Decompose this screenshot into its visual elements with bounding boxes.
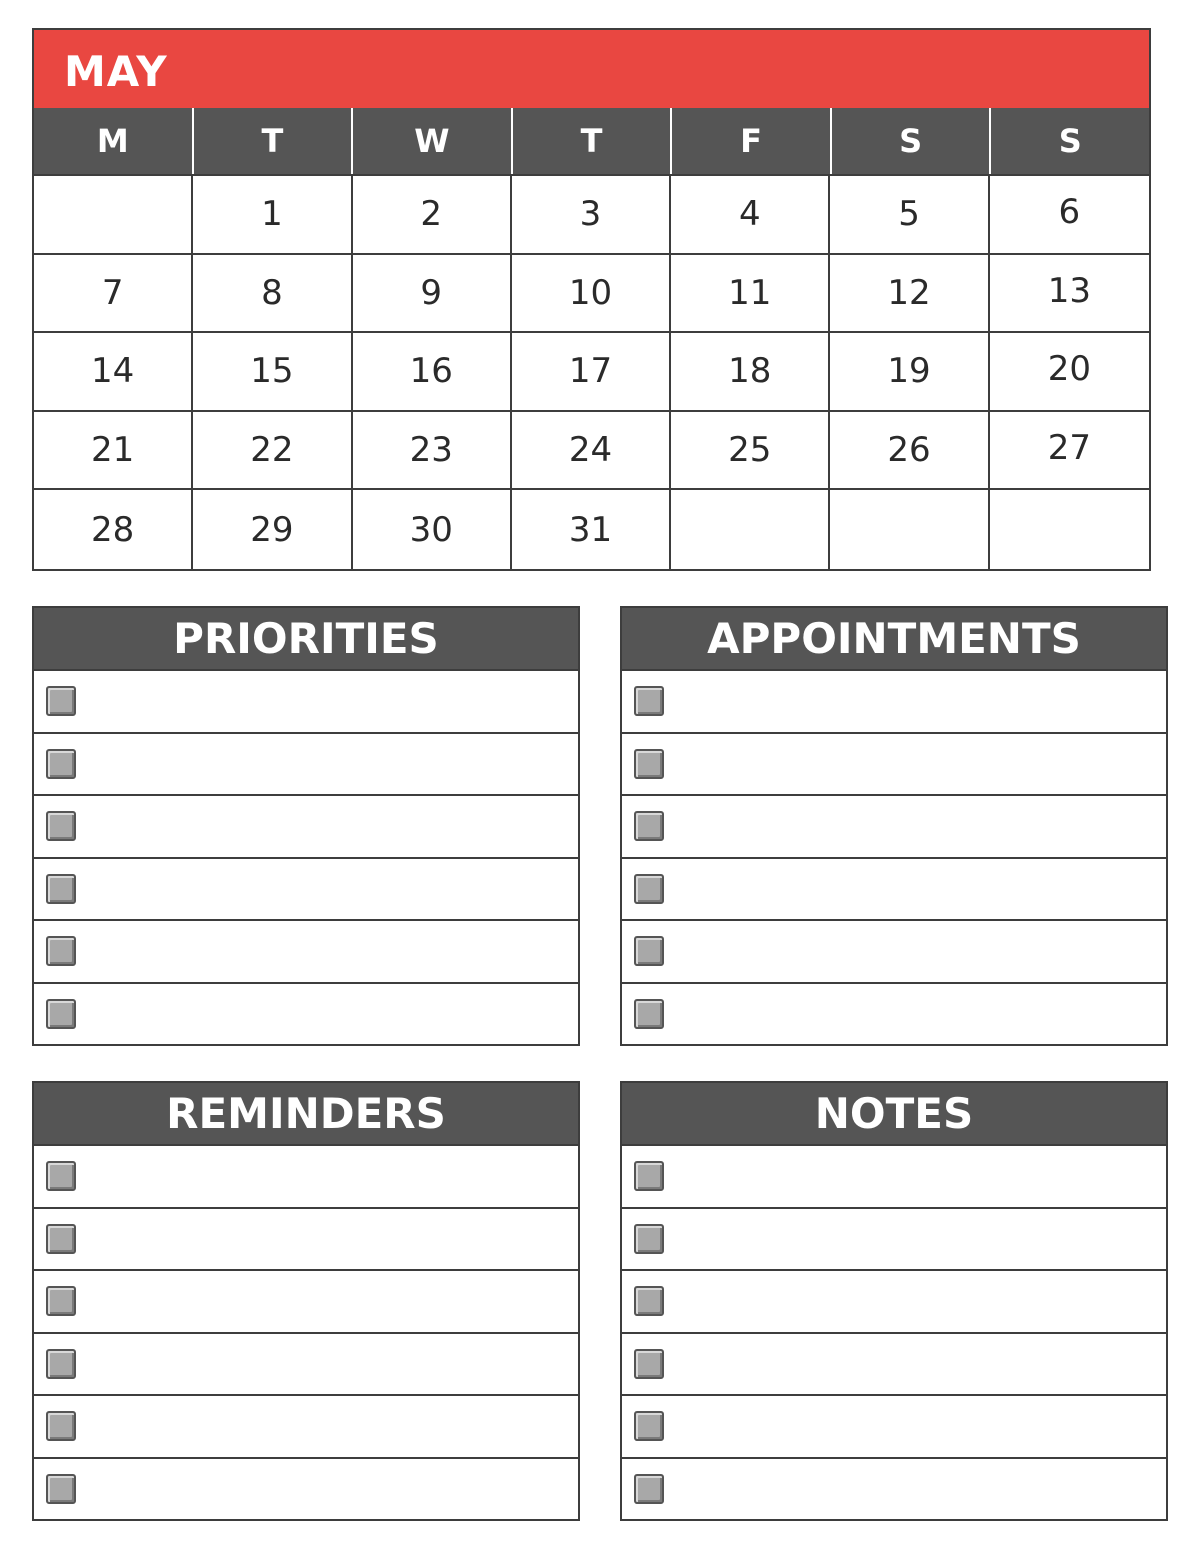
list-item[interactable] — [622, 1396, 1166, 1459]
day-cell[interactable]: 2 — [353, 176, 512, 255]
notes-panel — [620, 1081, 1168, 1521]
checkbox[interactable] — [46, 1349, 76, 1379]
day-cell[interactable]: 28 — [34, 490, 193, 569]
list-item[interactable] — [34, 1334, 578, 1397]
day-cell[interactable]: 5 — [830, 176, 989, 255]
reminders-title: REMINDERS — [34, 1083, 578, 1146]
day-cell[interactable]: 19 — [830, 333, 989, 412]
month-header — [34, 30, 1149, 108]
day-cell[interactable]: 11 — [671, 255, 830, 334]
list-item[interactable] — [34, 734, 578, 797]
checkbox[interactable] — [46, 686, 76, 716]
day-cell[interactable]: 23 — [353, 412, 512, 491]
checkbox[interactable] — [634, 1411, 664, 1441]
day-cell[interactable]: 4 — [671, 176, 830, 255]
day-cell[interactable]: 29 — [193, 490, 352, 569]
day-cell[interactable]: 17 — [512, 333, 671, 412]
list-item[interactable] — [622, 1459, 1166, 1520]
day-cell[interactable]: 22 — [193, 412, 352, 491]
day-cell[interactable]: 1 — [193, 176, 352, 255]
checkbox[interactable] — [634, 936, 664, 966]
checkbox[interactable] — [634, 686, 664, 716]
checkbox[interactable] — [634, 1474, 664, 1504]
list-item[interactable] — [34, 859, 578, 922]
reminders-list — [34, 1146, 578, 1519]
notes-list — [622, 1146, 1166, 1519]
weekday-wednesday: W — [353, 108, 513, 174]
day-grid — [34, 176, 1149, 569]
month-title: MAY — [64, 47, 168, 96]
list-item[interactable] — [622, 671, 1166, 734]
list-item[interactable] — [622, 1146, 1166, 1209]
priorities-title: PRIORITIES — [34, 608, 578, 671]
day-cell[interactable]: 20 — [990, 333, 1149, 412]
day-cell[interactable]: 15 — [193, 333, 352, 412]
day-cell[interactable]: 25 — [671, 412, 830, 491]
checkbox[interactable] — [46, 1286, 76, 1316]
weekday-header-row — [34, 108, 1149, 176]
checkbox[interactable] — [46, 999, 76, 1029]
list-item[interactable] — [622, 796, 1166, 859]
day-cell[interactable]: 3 — [512, 176, 671, 255]
list-item[interactable] — [622, 1334, 1166, 1397]
day-cell[interactable] — [671, 490, 830, 569]
day-cell[interactable] — [990, 490, 1149, 569]
checkbox[interactable] — [634, 874, 664, 904]
day-cell[interactable]: 12 — [830, 255, 989, 334]
day-cell[interactable] — [34, 176, 193, 255]
list-item[interactable] — [622, 984, 1166, 1045]
checkbox[interactable] — [634, 811, 664, 841]
checkbox[interactable] — [46, 1474, 76, 1504]
day-cell[interactable]: 27 — [990, 412, 1149, 491]
list-item[interactable] — [34, 1459, 578, 1520]
list-item[interactable] — [34, 796, 578, 859]
list-item[interactable] — [34, 1146, 578, 1209]
day-cell[interactable]: 31 — [512, 490, 671, 569]
list-item[interactable] — [622, 734, 1166, 797]
checkbox[interactable] — [634, 999, 664, 1029]
checkbox[interactable] — [634, 1349, 664, 1379]
checkbox[interactable] — [46, 1161, 76, 1191]
weekday-tuesday: T — [194, 108, 354, 174]
day-cell[interactable]: 21 — [34, 412, 193, 491]
checkbox[interactable] — [46, 811, 76, 841]
weekday-friday: F — [672, 108, 832, 174]
list-item[interactable] — [622, 921, 1166, 984]
appointments-title: APPOINTMENTS — [622, 608, 1166, 671]
weekday-saturday: S — [832, 108, 992, 174]
list-item[interactable] — [34, 984, 578, 1045]
day-cell[interactable]: 13 — [990, 255, 1149, 334]
day-cell[interactable]: 7 — [34, 255, 193, 334]
checkbox[interactable] — [46, 1224, 76, 1254]
checkbox[interactable] — [46, 749, 76, 779]
priorities-panel — [32, 606, 580, 1046]
day-cell[interactable]: 14 — [34, 333, 193, 412]
day-cell[interactable]: 26 — [830, 412, 989, 491]
day-cell[interactable]: 8 — [193, 255, 352, 334]
list-item[interactable] — [622, 1271, 1166, 1334]
notes-title: NOTES — [622, 1083, 1166, 1146]
checkbox[interactable] — [634, 1161, 664, 1191]
list-item[interactable] — [622, 1209, 1166, 1272]
day-cell[interactable]: 30 — [353, 490, 512, 569]
month-calendar — [32, 28, 1151, 571]
reminders-panel — [32, 1081, 580, 1521]
checkbox[interactable] — [634, 749, 664, 779]
list-item[interactable] — [34, 1209, 578, 1272]
checkbox[interactable] — [634, 1286, 664, 1316]
checkbox[interactable] — [46, 936, 76, 966]
day-cell[interactable]: 10 — [512, 255, 671, 334]
checkbox[interactable] — [634, 1224, 664, 1254]
list-item[interactable] — [34, 1396, 578, 1459]
day-cell[interactable]: 24 — [512, 412, 671, 491]
weekday-monday: M — [34, 108, 194, 174]
weekday-sunday: S — [991, 108, 1149, 174]
day-cell[interactable]: 16 — [353, 333, 512, 412]
day-cell[interactable]: 6 — [990, 176, 1149, 255]
list-item[interactable] — [622, 859, 1166, 922]
checkbox[interactable] — [46, 874, 76, 904]
weekday-thursday: T — [513, 108, 673, 174]
day-cell[interactable]: 9 — [353, 255, 512, 334]
day-cell[interactable] — [830, 490, 989, 569]
list-item[interactable] — [34, 671, 578, 734]
checkbox[interactable] — [46, 1411, 76, 1441]
list-item[interactable] — [34, 1271, 578, 1334]
appointments-list — [622, 671, 1166, 1044]
day-cell[interactable]: 18 — [671, 333, 830, 412]
appointments-panel — [620, 606, 1168, 1046]
list-item[interactable] — [34, 921, 578, 984]
priorities-list — [34, 671, 578, 1044]
